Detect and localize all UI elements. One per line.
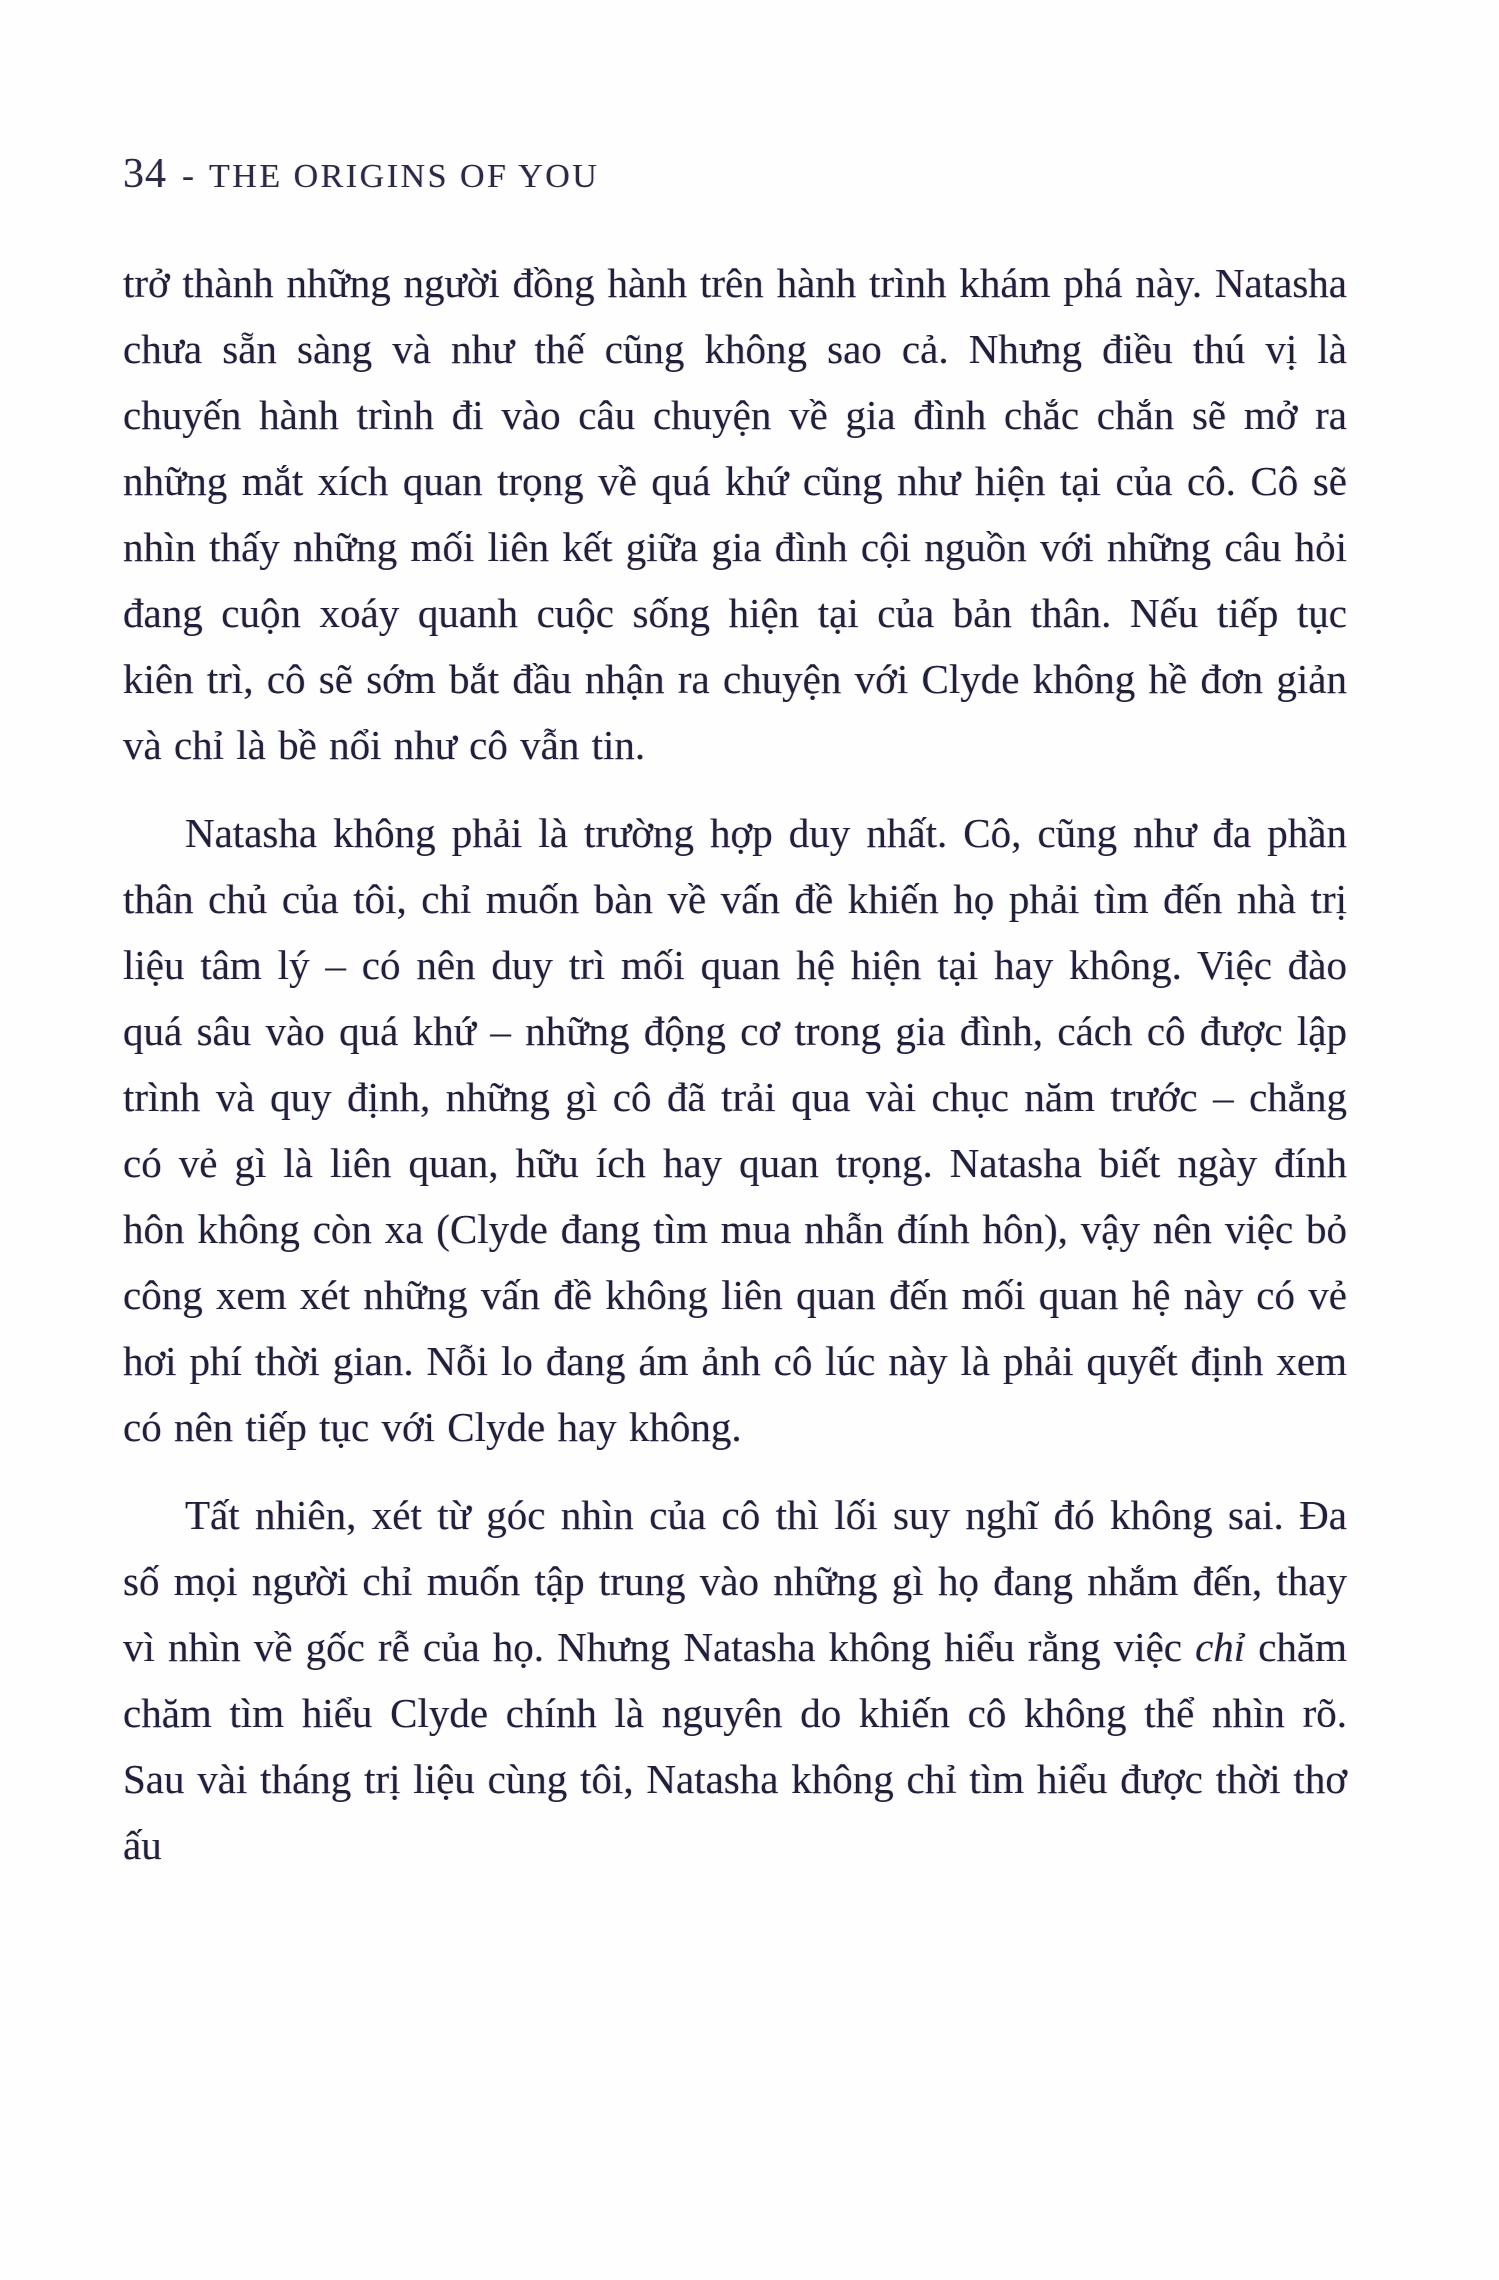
text-run: Tất nhiên, xét từ góc nhìn của cô thì lối suy nghĩ đó không sai. Đa số mọi người chỉ muốn tập trung vào những gì họ đang nhắm đến, thay vì nhìn về gốc rễ của họ. Nhưng Natasha không hiểu rằng việc [123, 1492, 1347, 1670]
text-run: chăm chăm tìm hiểu Clyde chính là nguyên do khiến cô không thể nhìn rõ. Sau vài tháng trị liệu cùng tôi, Natasha không chỉ tìm hiểu được thời thơ ấu [123, 1624, 1348, 1868]
running-title: THE ORIGINS OF YOU [209, 158, 600, 195]
page-number: 34 [123, 151, 167, 197]
emphasized-text: chỉ [1195, 1624, 1246, 1670]
paragraph [123, 1482, 1347, 1878]
page-body [123, 250, 1347, 1900]
paragraph [123, 800, 1347, 1460]
text-run: Natasha không phải là trường hợp duy nhất. Cô, cũng như đa phần thân chủ của tôi, chỉ muốn bàn về vấn đề khiến họ phải tìm đến nhà trị liệu tâm lý – có nên duy trì mối quan hệ hiện tại hay không. Việc đào quá sâu vào quá khứ – những động cơ trong gia đình, cách cô được lập trình và quy định, những gì cô đã trải qua vài chục năm trước – chẳng có vẻ gì là liên quan, hữu ích hay quan trọng. Natasha biết ngày đính hôn không còn xa (Clyde đang tìm mua nhẫn đính hôn), vậy nên việc bỏ công xem xét những vấn đề không liên quan đến mối quan hệ này có vẻ hơi phí thời gian. Nỗi lo đang ám ảnh cô lúc này là phải quyết định xem có nên tiếp tục với Clyde hay không. [123, 810, 1347, 1450]
paragraph [123, 250, 1347, 778]
running-header [123, 150, 599, 198]
text-run: trở thành những người đồng hành trên hành trình khám phá này. Natasha chưa sẵn sàng và như thế cũng không sao cả. Nhưng điều thú vị là chuyến hành trình đi vào câu chuyện về gia đình chắc chắn sẽ mở ra những mắt xích quan trọng về quá khứ cũng như hiện tại của cô. Cô sẽ nhìn thấy những mối liên kết giữa gia đình cội nguồn với những câu hỏi đang cuộn xoáy quanh cuộc sống hiện tại của bản thân. Nếu tiếp tục kiên trì, cô sẽ sớm bắt đầu nhận ra chuyện với Clyde không hề đơn giản và chỉ là bề nổi như cô vẫn tin. [123, 260, 1347, 768]
header-separator: - [173, 155, 203, 195]
